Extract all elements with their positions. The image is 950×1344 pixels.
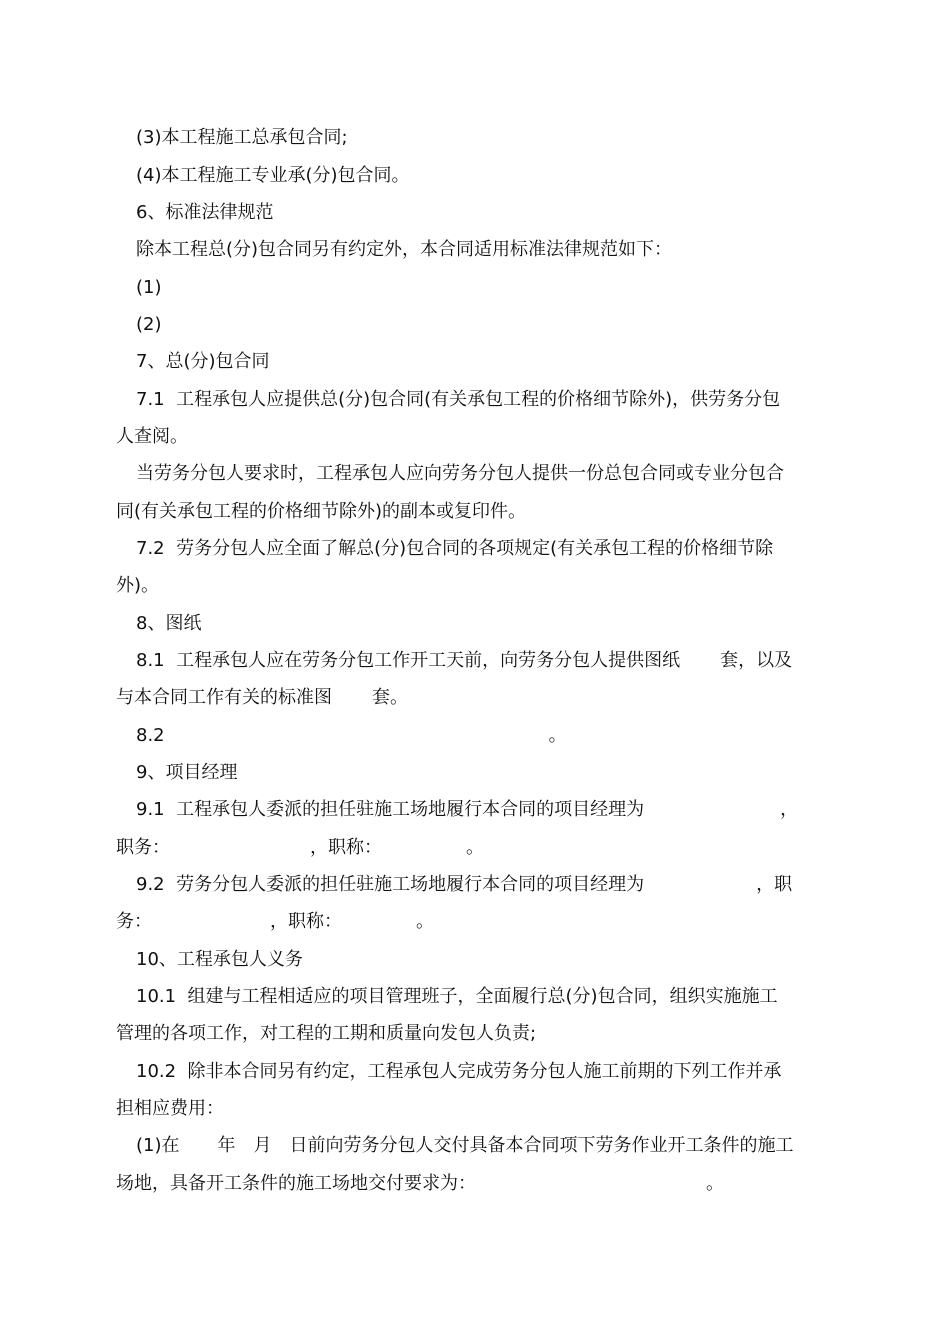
text-line [136, 388, 836, 412]
clause-text: 9.2 劳务分包人委派的担任驻施工场地履行本合同的项目经理为 [136, 874, 645, 895]
clause-text: 月 [253, 1135, 272, 1156]
clause-text: 。 [466, 837, 484, 858]
clause-text: ，职 [756, 874, 793, 895]
text-line [136, 724, 567, 748]
text-line: (4)本工程施工专业承(分)包合同。 [136, 165, 410, 186]
clause-text: 年 [217, 1135, 236, 1156]
text-line: 外)。 [116, 575, 160, 596]
clause-text: 务： [116, 911, 152, 932]
clause-number: 8.2 [136, 725, 165, 746]
section-heading: 8、图纸 [136, 613, 202, 634]
clause-text: 职务： [116, 837, 170, 858]
clause-text: 场地，具备开工条件的施工场地交付要求为： [116, 1173, 476, 1194]
section-heading: 7、总(分)包合同 [136, 351, 270, 372]
clause-text: 套，以及 [720, 650, 793, 671]
text-line [116, 1172, 724, 1196]
clause-text: (1)在 [136, 1135, 180, 1156]
text-line: 7.2 劳务分包人应全面了解总(分)包合同的各项规定(有关承包工程的价格细节除 [136, 538, 774, 559]
clause-text: ， [780, 799, 799, 820]
list-item: (2) [136, 314, 162, 335]
section-heading: 10、工程承包人义务 [136, 949, 303, 970]
list-item: (1) [136, 277, 162, 298]
text-line [116, 836, 484, 860]
text-line [136, 649, 792, 673]
clause-text: 套。 [372, 687, 408, 708]
text-line [136, 798, 798, 822]
text-line: 除本工程总(分)包合同另有约定外，本合同适用标准法律规范如下： [136, 239, 673, 260]
section-heading: 6、标准法律规范 [136, 202, 274, 223]
clause-text: 。 [548, 725, 567, 746]
section-heading: 9、项目经理 [136, 762, 238, 783]
text-line: 担相应费用： [116, 1098, 224, 1119]
text-line: 当劳务分包人要求时，工程承包人应向劳务分包人提供一份总包合同或专业分包合 [136, 463, 784, 484]
text-line [136, 873, 792, 897]
text-line: 人查阅。 [116, 426, 188, 447]
clause-text: 。 [416, 911, 434, 932]
text-line [116, 686, 408, 710]
text-line: 管理的各项工作，对工程的工期和质量向发包人负责; [116, 1023, 537, 1044]
clause-text: ，职称： [310, 837, 382, 858]
clause-text: ，职称： [270, 911, 342, 932]
text-line: 10.2 除非本合同另有约定，工程承包人完成劳务分包人施工前期的下列工作并承 [136, 1061, 782, 1082]
clause-text: 7.1 工程承包人应提供总(分)包合同(有关承包工程的价格细节除外)，供劳务分包 [136, 389, 781, 410]
text-line: 10.1 组建与工程相适应的项目管理班子，全面履行总(分)包合同，组织实施施工 [136, 986, 778, 1007]
text-line [136, 1134, 794, 1158]
text-line [116, 910, 434, 934]
clause-text: 与本合同工作有关的标准图 [116, 687, 332, 708]
text-line: (3)本工程施工总承包合同; [136, 127, 348, 148]
clause-text: 9.1 工程承包人委派的担任驻施工场地履行本合同的项目经理为 [136, 799, 645, 820]
text-line: 同(有关承包工程的价格细节除外)的副本或复印件。 [116, 501, 527, 522]
clause-text: 。 [706, 1173, 724, 1194]
clause-text: 日前向劳务分包人交付具备本合同项下劳务作业开工条件的施工 [289, 1135, 794, 1156]
clause-text: 8.1 工程承包人应在劳务分包工作开工天前，向劳务分包人提供图纸 [136, 650, 681, 671]
